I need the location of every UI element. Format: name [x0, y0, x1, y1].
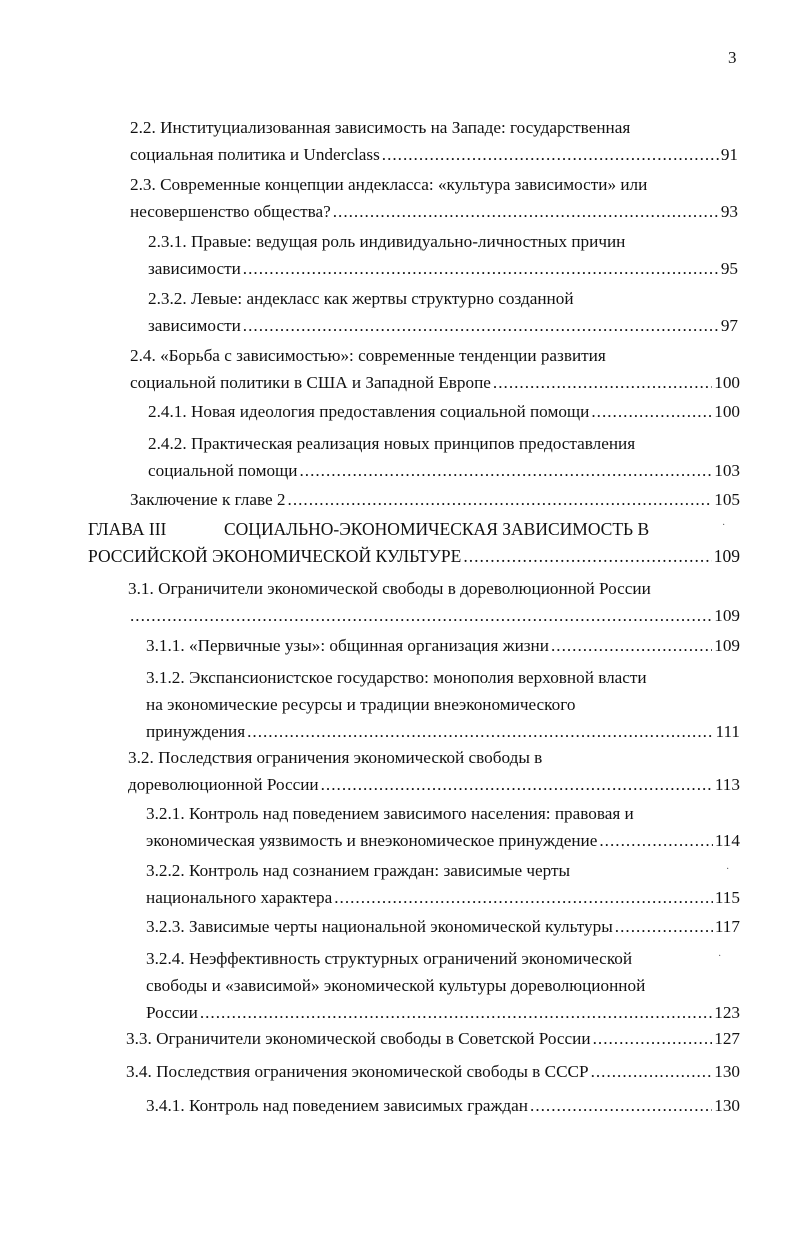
dot-leader — [333, 198, 719, 225]
dot-leader — [321, 771, 713, 798]
toc-page-number: 93 — [720, 202, 738, 221]
toc-entry-text: национального характера — [146, 888, 333, 907]
toc-entry-text: 3.1.1. «Первичные узы»: общинная организация жизни — [146, 636, 549, 655]
toc-entry-text: Заключение к главе 2 — [130, 490, 286, 509]
toc-page-number: 109 — [714, 636, 740, 655]
dot-leader — [200, 999, 712, 1026]
dot-leader — [599, 827, 712, 854]
toc-entry-3-1[interactable] — [128, 575, 740, 629]
dot-leader — [493, 369, 712, 396]
dot-leader — [591, 1058, 713, 1085]
toc-entry-text: 3.2.3. Зависимые черты национальной экономической культуры — [146, 917, 613, 936]
toc-entry-text: 2.4.1. Новая идеология предоставления социальной помощи — [148, 402, 590, 421]
scan-mark: · — [726, 864, 730, 875]
toc-entry-text: принуждения — [146, 722, 246, 741]
toc-entry-text: 2.4. «Борьба с зависимостью»: современные тенденции развития — [130, 346, 606, 365]
scan-mark: · — [722, 520, 726, 531]
toc-entry-3-1-1[interactable] — [146, 632, 740, 659]
dot-leader — [130, 602, 712, 629]
toc-entry-text: 3.2.4. Неэффективность структурных ограничений экономической — [146, 949, 633, 968]
toc-entry-3-3[interactable] — [126, 1025, 740, 1052]
toc-entry-text: несовершенство общества? — [130, 202, 331, 221]
toc-entry-text: 3.4.1. Контроль над поведением зависимых граждан — [146, 1096, 529, 1115]
dot-leader — [247, 718, 713, 745]
dot-leader — [463, 543, 711, 570]
scan-mark: · — [718, 951, 722, 962]
toc-entry-text: 3.2.1. Контроль над поведением зависимого населения: правовая и — [146, 804, 634, 823]
dot-leader — [243, 312, 719, 339]
toc-entry-text: 2.3.1. Правые: ведущая роль индивидуально-личностных причин — [148, 232, 626, 251]
toc-entry-conclusion-2[interactable] — [130, 486, 740, 513]
toc-entry-3-2[interactable] — [128, 744, 740, 798]
toc-entry-2-4-1[interactable] — [148, 398, 740, 425]
toc-page-number: 109 — [713, 546, 740, 566]
toc-entry-text: 3.4. Последствия ограничения экономической свободы в СССР — [126, 1062, 589, 1081]
toc-entry-2-3-2[interactable] — [148, 285, 738, 339]
toc-page-number: 113 — [714, 775, 740, 794]
toc-page-number: 109 — [714, 606, 740, 625]
toc-page-number: 117 — [714, 917, 740, 936]
toc-page-number: 130 — [714, 1062, 740, 1081]
toc-entry-2-2[interactable] — [130, 114, 738, 168]
toc-page-number: 123 — [714, 1003, 740, 1022]
toc-entry-text: 3.2.2. Контроль над сознанием граждан: зависимые черты — [146, 861, 571, 880]
dot-leader — [243, 255, 719, 282]
toc-page-number: 91 — [720, 145, 738, 164]
toc-entry-text: 2.3.2. Левые: андекласс как жертвы структурно созданной — [148, 289, 574, 308]
toc-page-number: 100 — [714, 373, 740, 392]
toc-entry-text: экономическая уязвимость и внеэкономическое принуждение — [146, 831, 598, 850]
chapter-title: РОССИЙСКОЙ ЭКОНОМИЧЕСКОЙ КУЛЬТУРЕ — [88, 546, 462, 566]
toc-entry-text: 3.1.2. Экспансионистское государство: монополия верховной власти — [146, 668, 647, 687]
chapter-title: СОЦИАЛЬНО-ЭКОНОМИЧЕСКАЯ ЗАВИСИМОСТЬ В — [224, 519, 650, 539]
toc-entry-text: социальной политики в США и Западной Европе — [130, 373, 491, 392]
toc-page-number: 115 — [714, 888, 740, 907]
toc-entry-text: свободы и «зависимой» экономической культуры дореволюционной — [146, 976, 646, 995]
dot-leader — [530, 1092, 712, 1119]
toc-entry-text: социальной помощи — [148, 461, 298, 480]
toc-page-number: 105 — [714, 490, 740, 509]
toc-page-number: 111 — [715, 722, 740, 741]
toc-entry-3-2-3[interactable] — [146, 913, 740, 940]
toc-chapter-3[interactable] — [88, 516, 740, 570]
toc-page-number: 97 — [720, 316, 738, 335]
toc-page-number: 103 — [714, 461, 740, 480]
toc-entry-text: 2.3. Современные концепции андекласса: «культура зависимости» или — [130, 175, 648, 194]
page-number: 3 — [728, 48, 737, 67]
toc-entry-3-2-4[interactable] — [146, 945, 740, 1026]
dot-leader — [591, 398, 712, 425]
toc-entry-2-4-2[interactable] — [148, 430, 740, 484]
dot-leader — [334, 884, 713, 911]
toc-entry-3-1-2[interactable] — [146, 664, 740, 745]
toc-entry-3-4-1[interactable] — [146, 1092, 740, 1119]
toc-entry-text: России — [146, 1003, 198, 1022]
toc-entry-text: зависимости — [148, 316, 241, 335]
toc-entry-2-3-1[interactable] — [148, 228, 738, 282]
dot-leader — [551, 632, 712, 659]
dot-leader — [593, 1025, 713, 1052]
dot-leader — [299, 457, 712, 484]
toc-page-number: 127 — [714, 1029, 740, 1048]
toc-entry-3-2-2[interactable] — [146, 857, 740, 911]
toc-page-number: 114 — [714, 831, 740, 850]
toc-entry-text: 3.3. Ограничители экономической свободы в Советской России — [126, 1029, 591, 1048]
toc-entry-2-4[interactable] — [130, 342, 740, 396]
dot-leader — [288, 486, 713, 513]
toc-page-number: 100 — [714, 402, 740, 421]
toc-entry-text: 2.2. Институциализованная зависимость на Западе: государственная — [130, 118, 631, 137]
toc-entry-3-4[interactable] — [126, 1058, 740, 1085]
toc-entry-text: 2.4.2. Практическая реализация новых принципов предоставления — [148, 434, 636, 453]
toc-entry-text: на экономические ресурсы и традиции внеэкономического — [146, 695, 576, 714]
dot-leader — [382, 141, 719, 168]
chapter-label: ГЛАВА III — [88, 519, 167, 539]
toc-page-number: 130 — [714, 1096, 740, 1115]
toc-entry-text: зависимости — [148, 259, 241, 278]
toc-entry-3-2-1[interactable] — [146, 800, 740, 854]
dot-leader — [615, 913, 713, 940]
toc-entry-text: дореволюционной России — [128, 775, 319, 794]
toc-entry-text: 3.2. Последствия ограничения экономической свободы в — [128, 748, 543, 767]
toc-entry-text: 3.1. Ограничители экономической свободы в дореволюционной России — [128, 579, 651, 598]
toc-entry-text: социальная политика и Underclass — [130, 145, 380, 164]
toc-entry-2-3[interactable] — [130, 171, 738, 225]
toc-page-number: 95 — [720, 259, 738, 278]
